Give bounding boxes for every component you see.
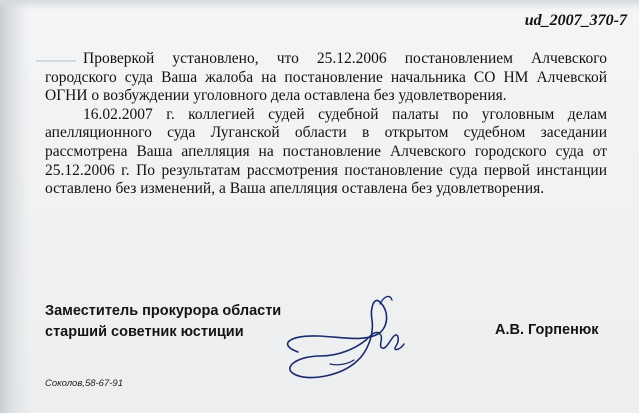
paper-top-shadow — [0, 0, 639, 10]
handwritten-signature — [268, 290, 428, 390]
paragraph-1: Проверкой установлено, что 25.12.2006 постановлением Алчевского городского суда Ваша жалоба на постановление начальника СО НМ Алчевской ОГНИ о возбуждении уголовного дела оставлена без удовлетворения. — [45, 50, 607, 105]
letter-body — [45, 50, 607, 199]
signer-name: А.В. Горпенюк — [495, 322, 599, 338]
signer-rank: старший советник юстиции — [45, 324, 244, 340]
executor-note: Соколов,58-67-91 — [45, 378, 123, 389]
paper-curl-shadow — [0, 0, 30, 413]
document-id: ud_2007_370-7 — [524, 12, 627, 29]
signer-position: Заместитель прокурора области — [45, 303, 282, 319]
paragraph-2: 16.02.2007 г. коллегией судей судебной палаты по уголовным делам апелляционного суда Луганской области в открытом судебном заседании рассмотрена Ваша апелляция на постановление Алчевского городского суда от 25.12.2006 г. По результатам рассмотрения постановление суда первой инстанции оставлено без изменений, а Ваша апелляция оставлена без удовлетворения. — [45, 105, 607, 198]
